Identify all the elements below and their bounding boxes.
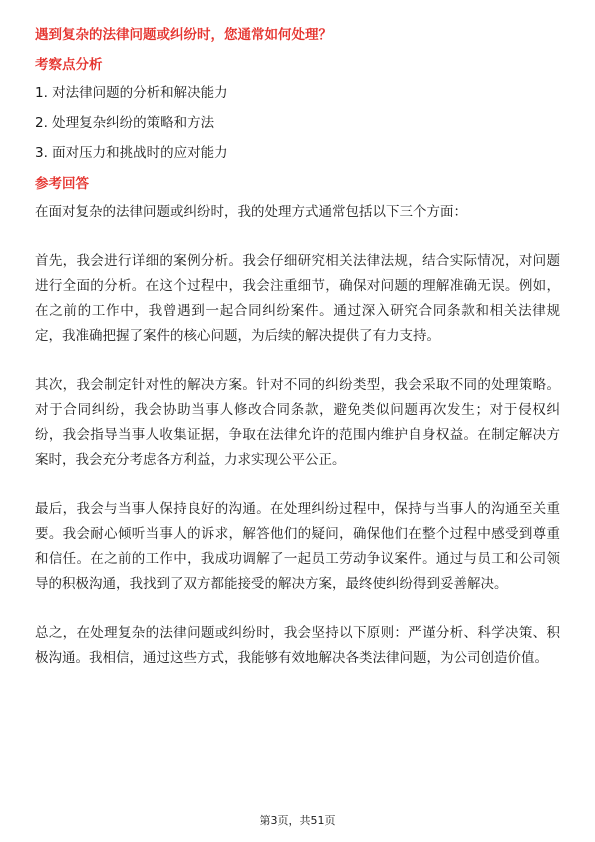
page-footer: 第3页，共51页: [259, 814, 336, 827]
answer-paragraph: 最后，我会与当事人保持良好的沟通。在处理纠纷过程中，保持与当事人的沟通至关重要。我会耐心倾听当事人的诉求，解答他们的疑问，确保他们在整个过程中感受到尊重和信任。在之前的工作中，我成功调解了一起员工劳动争议案件。通过与员工和公司领导的积极沟通，我找到了双方都能接受的解决方案，最终使纠纷得到妥善解决。: [35, 501, 560, 592]
section-heading-points: 考察点分析: [35, 57, 103, 73]
answer-paragraph: 总之，在处理复杂的法律问题或纠纷时，我会坚持以下原则：严谨分析、科学决策、积极沟通。我相信，通过这些方式，我能够有效地解决各类法律问题，为公司创造价值。: [35, 625, 560, 666]
section-heading-answer: 参考回答: [35, 176, 89, 192]
question-title: 遇到复杂的法律问题或纠纷时，您通常如何处理？: [35, 27, 332, 43]
point-item: 3. 面对压力和挑战时的应对能力: [35, 145, 228, 161]
answer-paragraph: 首先，我会进行详细的案例分析。我会仔细研究相关法律法规，结合实际情况，对问题进行全面的分析。在这个过程中，我会注重细节，确保对问题的理解准确无误。例如，在之前的工作中，我曾遇到一起合同纠纷案件。通过深入研究合同条款和相关法律规定，我准确把握了案件的核心问题，为后续的解决提供了有力支持。: [35, 253, 560, 344]
answer-paragraph: 在面对复杂的法律问题或纠纷时，我的处理方式通常包括以下三个方面：: [35, 204, 467, 220]
point-item: 1. 对法律问题的分析和解决能力: [35, 85, 228, 101]
answer-body: [35, 200, 560, 695]
answer-paragraph: 其次，我会制定针对性的解决方案。针对不同的纠纷类型，我会采取不同的处理策略。对于合同纠纷，我会协助当事人修改合同条款，避免类似问题再次发生；对于侵权纠纷，我会指导当事人收集证据，争取在法律允许的范围内维护自身权益。在制定解决方案时，我会充分考虑各方利益，力求实现公平公正。: [35, 377, 560, 468]
point-item: 2. 处理复杂纠纷的策略和方法: [35, 115, 215, 131]
